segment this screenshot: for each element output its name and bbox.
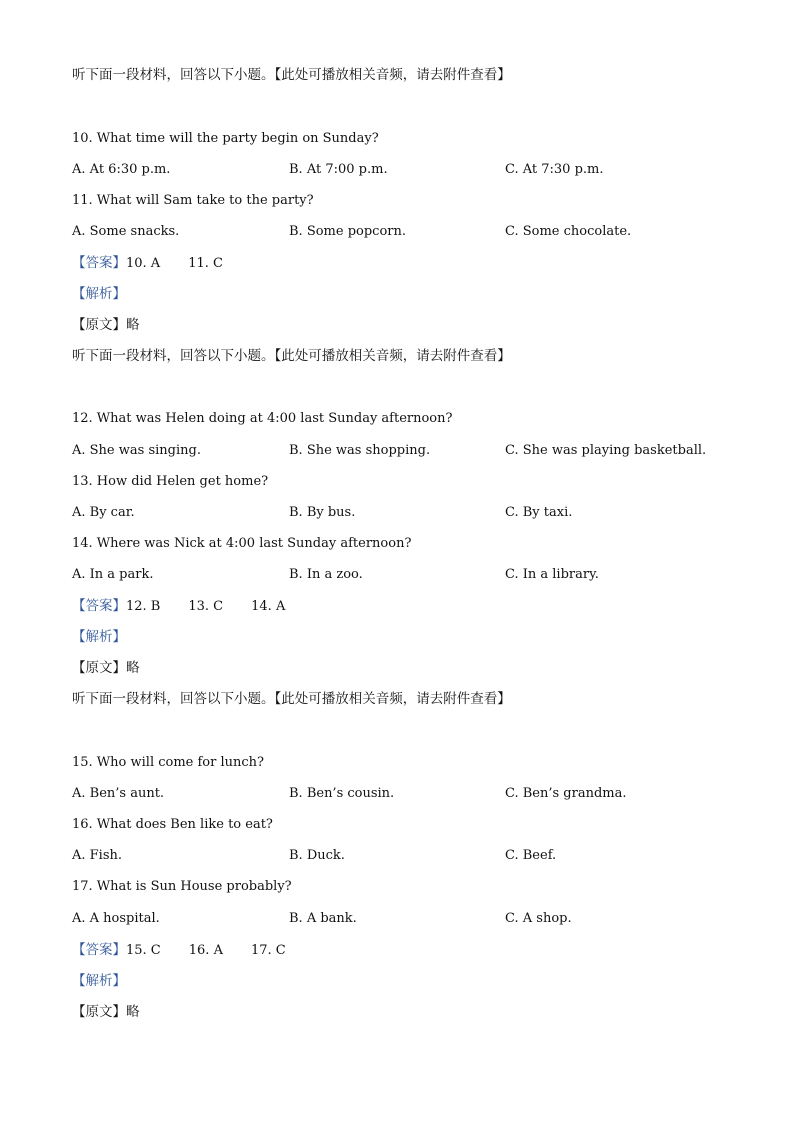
option-a: A. In a park. bbox=[72, 567, 154, 582]
question-text: 16. What does Ben like to eat? bbox=[72, 817, 273, 832]
question-text: 17. What is Sun House probably? bbox=[72, 879, 292, 894]
option-a: A. She was singing. bbox=[72, 443, 201, 458]
question-text: 13. How did Helen get home? bbox=[72, 474, 269, 489]
option-b: B. A bank. bbox=[289, 911, 357, 926]
question-text: 12. What was Helen doing at 4:00 last Sunday afternoon? bbox=[72, 411, 453, 426]
original-label: 【原文】 bbox=[72, 660, 126, 676]
original-text: 略 bbox=[126, 317, 140, 333]
option-b: B. By bus. bbox=[289, 505, 356, 520]
original-text: 略 bbox=[126, 1004, 140, 1020]
option-a: A. Some snacks. bbox=[72, 224, 180, 239]
analysis-label: 【解析】 bbox=[72, 286, 126, 302]
answer-label: 【答案】 bbox=[72, 598, 126, 614]
answer-item: 10. A bbox=[126, 256, 161, 271]
section-intro: 听下面一段材料，回答以下小题。【此处可播放相关音频，请去附件查看】 bbox=[72, 691, 511, 707]
answer-item: 14. A bbox=[251, 599, 286, 614]
answer-line bbox=[72, 597, 285, 616]
original-label: 【原文】 bbox=[72, 317, 126, 333]
original-line bbox=[72, 316, 140, 334]
answer-line bbox=[72, 941, 286, 960]
option-c: C. At 7:30 p.m. bbox=[505, 162, 604, 177]
analysis-line bbox=[72, 628, 126, 646]
option-b: B. At 7:00 p.m. bbox=[289, 162, 388, 177]
section-intro: 听下面一段材料，回答以下小题。【此处可播放相关音频，请去附件查看】 bbox=[72, 348, 511, 364]
original-text: 略 bbox=[126, 660, 140, 676]
answer-line bbox=[72, 254, 223, 273]
answer-item: 15. C bbox=[126, 943, 161, 958]
question-text: 11. What will Sam take to the party? bbox=[72, 193, 314, 208]
section-intro: 听下面一段材料，回答以下小题。【此处可播放相关音频，请去附件查看】 bbox=[72, 67, 511, 83]
analysis-line bbox=[72, 972, 126, 990]
option-c: C. Ben’s grandma. bbox=[505, 786, 627, 801]
option-c: C. Beef. bbox=[505, 848, 557, 863]
option-b: B. Ben’s cousin. bbox=[289, 786, 395, 801]
answer-item: 13. C bbox=[188, 599, 224, 614]
analysis-line bbox=[72, 285, 126, 303]
option-a: A. A hospital. bbox=[72, 911, 160, 926]
option-b: B. She was shopping. bbox=[289, 443, 431, 458]
option-a: A. At 6:30 p.m. bbox=[72, 162, 171, 177]
answer-item: 16. A bbox=[188, 943, 223, 958]
option-c: C. She was playing basketball. bbox=[505, 443, 707, 458]
original-line bbox=[72, 659, 140, 677]
option-c: C. In a library. bbox=[505, 567, 599, 582]
option-a: A. Fish. bbox=[72, 848, 123, 863]
answer-item: 11. C bbox=[188, 256, 223, 271]
question-text: 14. Where was Nick at 4:00 last Sunday afternoon? bbox=[72, 536, 412, 551]
option-b: B. Duck. bbox=[289, 848, 345, 863]
option-a: A. By car. bbox=[72, 505, 135, 520]
question-text: 10. What time will the party begin on Sunday? bbox=[72, 131, 379, 146]
answer-label: 【答案】 bbox=[72, 942, 126, 958]
analysis-label: 【解析】 bbox=[72, 973, 126, 989]
option-c: C. Some chocolate. bbox=[505, 224, 632, 239]
option-c: C. By taxi. bbox=[505, 505, 573, 520]
answer-label: 【答案】 bbox=[72, 255, 126, 271]
analysis-label: 【解析】 bbox=[72, 629, 126, 645]
question-text: 15. Who will come for lunch? bbox=[72, 755, 265, 770]
answer-item: 17. C bbox=[250, 943, 286, 958]
original-label: 【原文】 bbox=[72, 1004, 126, 1020]
option-c: C. A shop. bbox=[505, 911, 572, 926]
original-line bbox=[72, 1003, 140, 1021]
option-b: B. In a zoo. bbox=[289, 567, 363, 582]
option-a: A. Ben’s aunt. bbox=[72, 786, 165, 801]
option-b: B. Some popcorn. bbox=[289, 224, 406, 239]
answer-item: 12. B bbox=[126, 599, 161, 614]
